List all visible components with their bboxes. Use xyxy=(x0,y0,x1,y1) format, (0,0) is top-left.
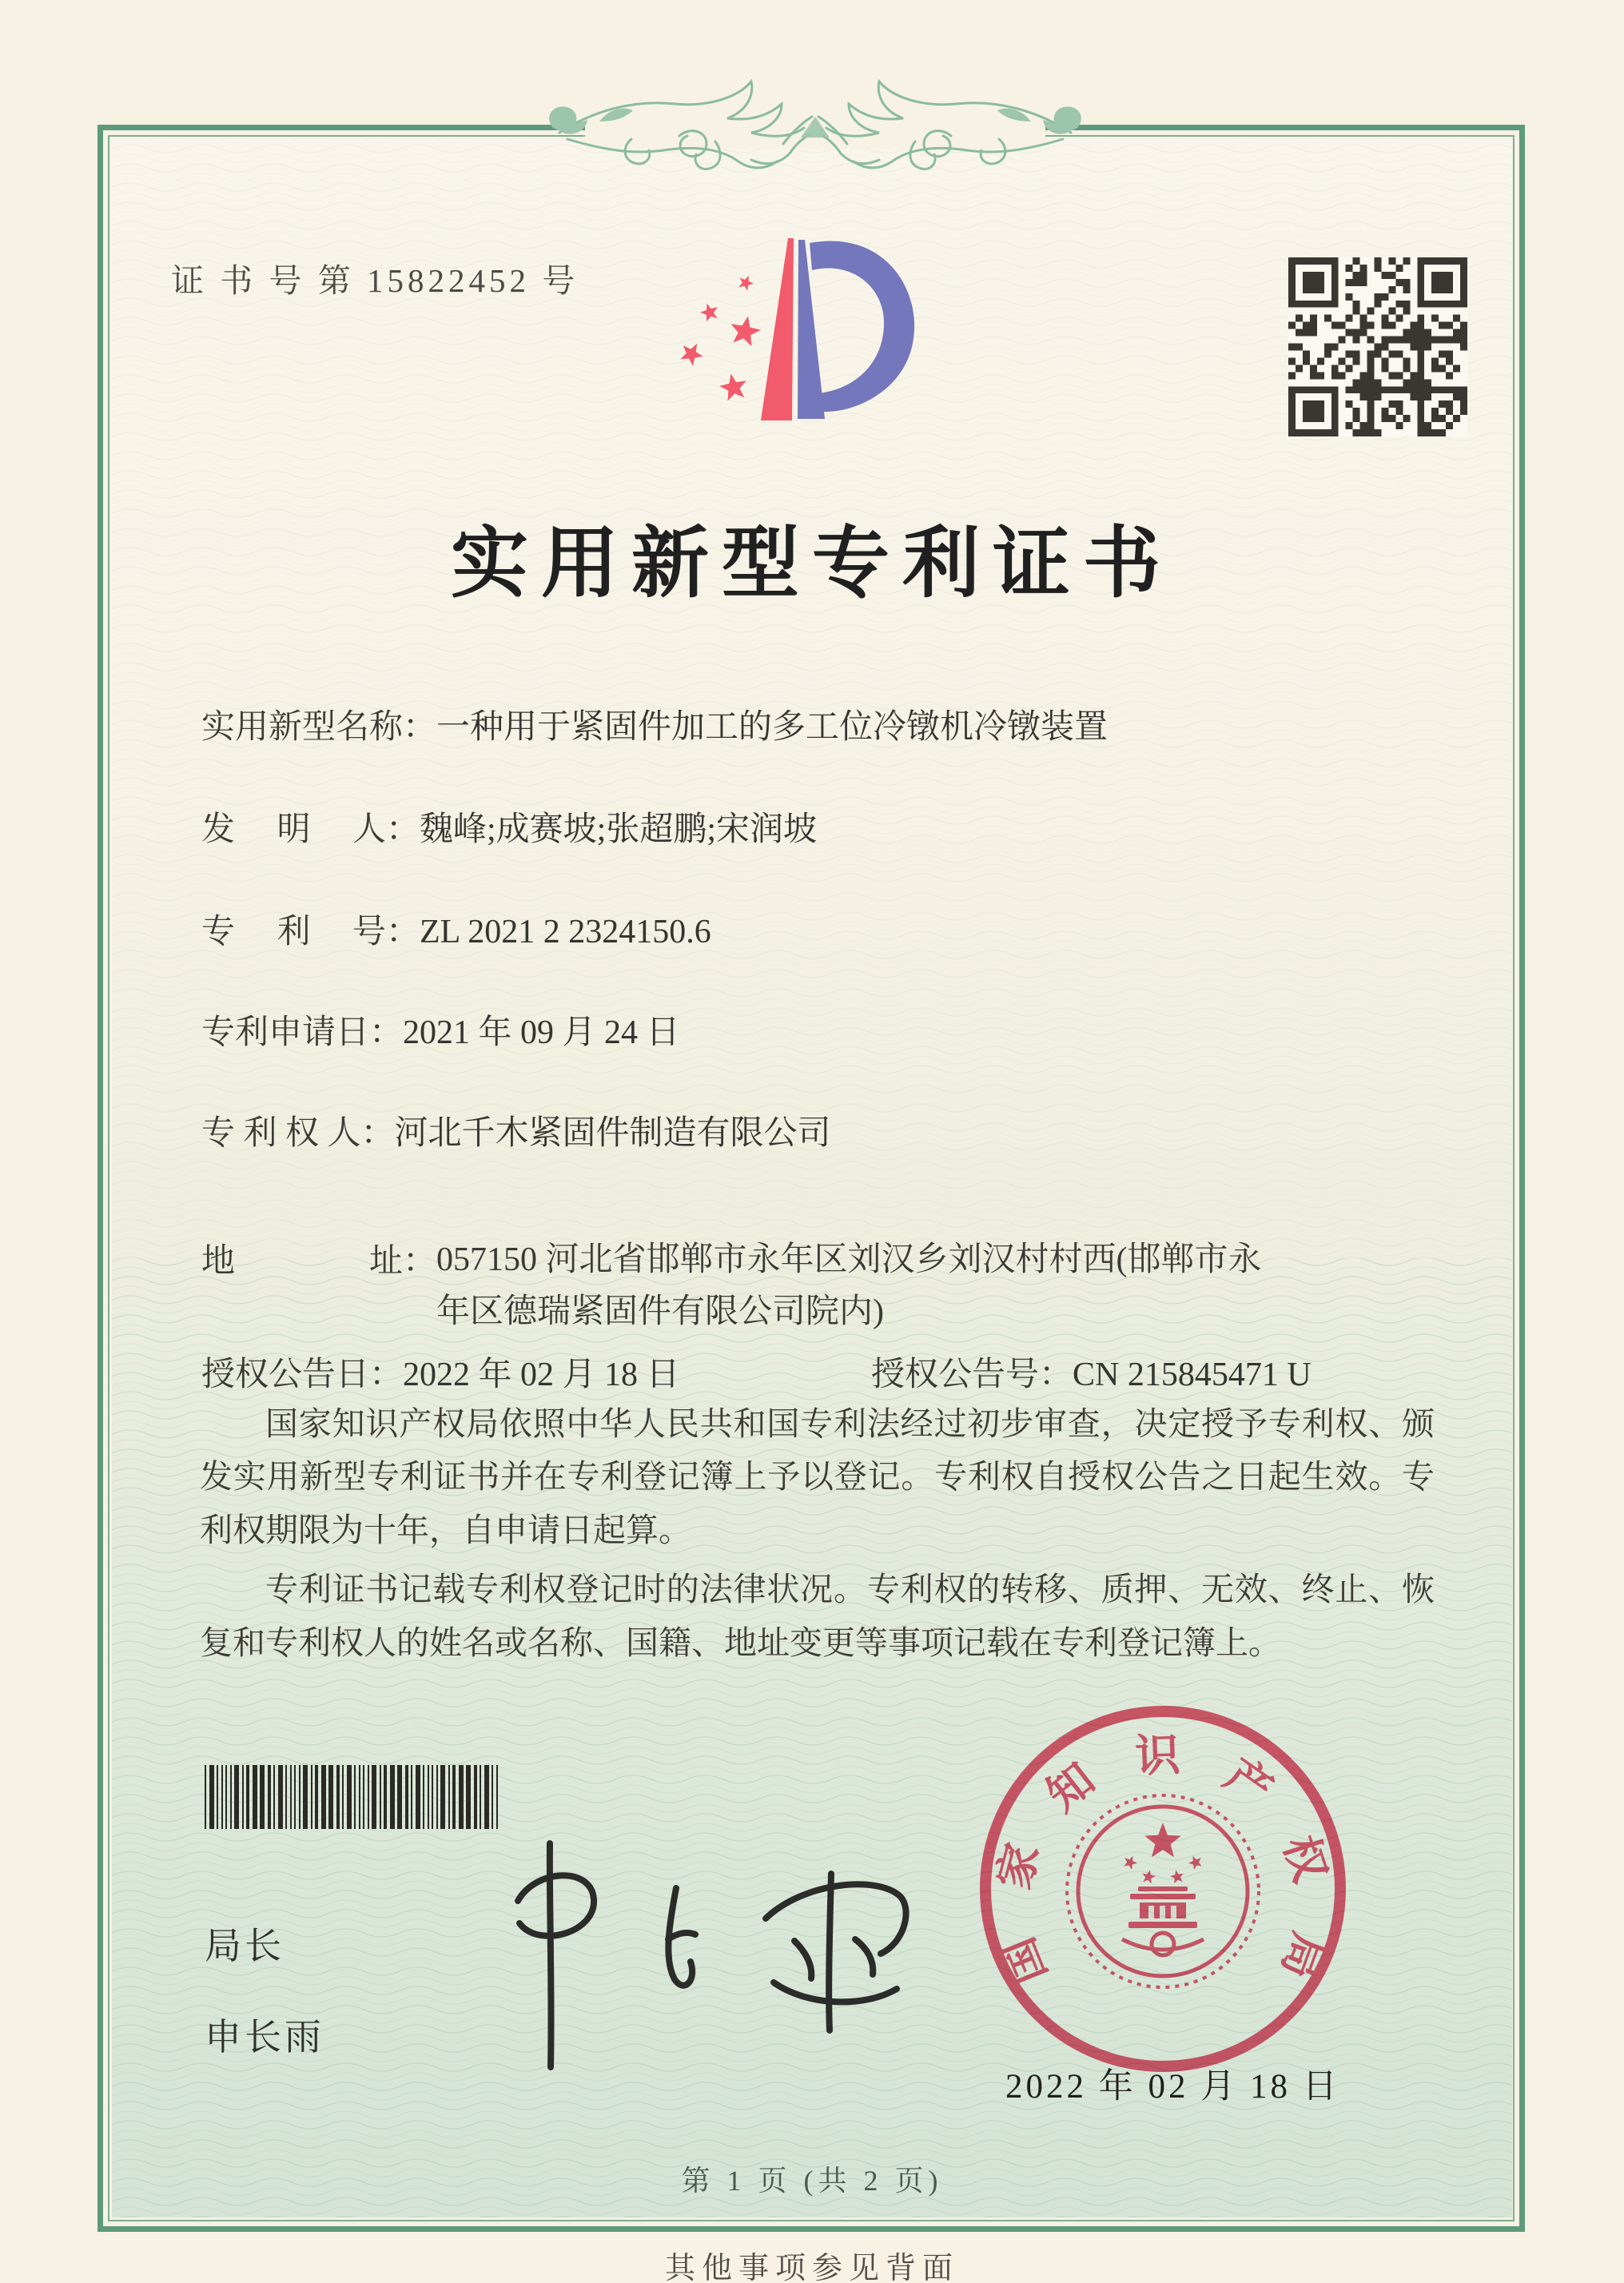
certificate-title: 实用新型专利证书 xyxy=(451,521,1173,607)
barcode-bar xyxy=(384,1765,387,1829)
barcode-bar xyxy=(225,1765,227,1829)
barcode-bar xyxy=(411,1765,412,1829)
barcode-bar xyxy=(336,1765,340,1829)
barcode-bar xyxy=(285,1765,287,1829)
dragon-flourish-ornament xyxy=(511,64,1119,208)
cnipa-official-seal xyxy=(973,1699,1352,2078)
barcode-bar xyxy=(209,1765,214,1829)
barcode-bar xyxy=(268,1765,271,1829)
svg-text:知: 知 xyxy=(1038,1754,1105,1822)
field-label: 地 址： xyxy=(201,1243,437,1280)
field-value: 一种用于紧固件加工的多工位冷镦机冷镦装置 xyxy=(436,709,1109,746)
barcode-bar xyxy=(359,1765,360,1829)
field-grant-number xyxy=(871,1348,1312,1396)
field-patent-number xyxy=(201,905,1439,953)
field-patentee xyxy=(201,1106,1439,1154)
national-emblem xyxy=(1067,1795,1259,1987)
barcode-bar xyxy=(363,1765,364,1829)
barcode-bar xyxy=(397,1765,402,1829)
barcode-bar xyxy=(290,1765,292,1829)
barcode-bar xyxy=(372,1765,376,1829)
svg-text:家: 家 xyxy=(989,1838,1049,1895)
barcode-bar xyxy=(242,1765,244,1829)
barcode-bar xyxy=(448,1765,450,1829)
field-value: 河北千木紧固件制造有限公司 xyxy=(394,1115,831,1152)
field-address xyxy=(201,1234,1439,1338)
barcode-bar xyxy=(436,1765,438,1829)
svg-text:局: 局 xyxy=(1272,1926,1334,1986)
field-inventors xyxy=(201,803,1439,851)
barcode-bar xyxy=(432,1765,433,1829)
field-grant-date xyxy=(201,1357,680,1393)
logo-blue-bowl xyxy=(810,241,914,412)
field-label: 发 明 人： xyxy=(201,811,420,848)
field-label: 授权公告日： xyxy=(201,1357,404,1393)
barcode-bar xyxy=(405,1765,408,1829)
barcode-bar xyxy=(342,1765,344,1829)
field-label: 授权公告号： xyxy=(871,1357,1073,1393)
legal-paragraph-1: 国家知识产权局依照中华人民共和国专利法经过初步审查，决定授予专利权、颁发实用新型专利证书并在专利登记簿上予以登记。专利权自授权公告之日起生效。专利权期限为十年，自申请日起算。 xyxy=(200,1405,1435,1548)
barcode-bar xyxy=(260,1765,265,1829)
field-label: 专 利 权 人： xyxy=(201,1115,395,1152)
page-number: 第 1 页 (共 2 页) xyxy=(681,2165,943,2197)
barcode-bar xyxy=(484,1765,489,1829)
director-title-label: 局长 xyxy=(205,1926,285,1966)
barcode-bar xyxy=(315,1765,318,1829)
barcode-bar xyxy=(390,1765,395,1829)
barcode-bar xyxy=(253,1765,257,1829)
director-name: 申长雨 xyxy=(205,2017,324,2058)
address-line-2: 年区德瑞紧固件有限公司院内) xyxy=(436,1293,885,1331)
barcode-bar xyxy=(459,1765,464,1829)
barcode-bar xyxy=(496,1765,498,1829)
barcode-bar xyxy=(354,1765,356,1829)
barcode-bar xyxy=(328,1765,333,1829)
field-value: CN 215845471 U xyxy=(1073,1357,1312,1393)
barcode-bar xyxy=(368,1765,369,1829)
field-label: 专 利 号： xyxy=(201,914,420,950)
legal-paragraph-2: 专利证书记载专利权登记时的法律状况。专利权的转移、质押、无效、终止、恢复和专利权人的姓名或名称、国籍、地址变更等事项记载在专利登记簿上。 xyxy=(200,1571,1435,1661)
barcode-bar xyxy=(452,1765,456,1829)
field-utility-model-name xyxy=(201,700,1439,748)
barcode-bar xyxy=(299,1765,301,1829)
barcode-bar xyxy=(423,1765,424,1829)
barcode-bar xyxy=(234,1765,239,1829)
barcode-bar xyxy=(347,1765,352,1829)
barcode-bar xyxy=(230,1765,232,1829)
field-label: 专利申请日： xyxy=(201,1014,404,1051)
barcode-bar xyxy=(221,1765,223,1829)
barcode-bar xyxy=(466,1765,471,1829)
barcode-bar xyxy=(311,1765,312,1829)
barcode xyxy=(205,1765,622,1829)
field-label: 实用新型名称： xyxy=(201,709,437,746)
barcode-bar xyxy=(380,1765,381,1829)
reverse-side-note: 其他事项参见背面 xyxy=(664,2252,959,2283)
svg-text:权: 权 xyxy=(1273,1830,1335,1888)
seal-date: 2022 年 02 月 18 日 xyxy=(1005,2068,1340,2106)
director-signature xyxy=(432,1821,927,2085)
field-value: ZL 2021 2 2324150.6 xyxy=(420,914,711,950)
barcode-bar xyxy=(321,1765,326,1829)
barcode-bar xyxy=(278,1765,283,1829)
svg-text:识: 识 xyxy=(1134,1731,1181,1783)
svg-text:国: 国 xyxy=(993,1930,1057,1991)
field-value: 魏峰;成赛坡;张超鹏;宋润坡 xyxy=(420,811,818,848)
qr-code xyxy=(1288,257,1467,436)
field-value: 2021 年 09 月 24 日 xyxy=(403,1014,680,1051)
barcode-bar xyxy=(474,1765,477,1829)
address-line-1: 057150 河北省邯郸市永年区刘汉乡刘汉村村西(邯郸市永 xyxy=(436,1241,1262,1278)
barcode-bar xyxy=(492,1765,493,1829)
certificate-number: 证 书 号 第 15822452 号 xyxy=(171,262,579,299)
cnipa-patent-logo xyxy=(639,214,975,478)
barcode-bar xyxy=(217,1765,218,1829)
svg-text:产: 产 xyxy=(1216,1750,1281,1817)
barcode-bar xyxy=(303,1765,308,1829)
logo-red-bar xyxy=(761,238,794,420)
barcode-bar xyxy=(294,1765,296,1829)
field-value xyxy=(436,1234,1387,1338)
barcode-bar xyxy=(246,1765,249,1829)
barcode-bar xyxy=(273,1765,275,1829)
legal-text xyxy=(200,1397,1435,1675)
barcode-bar xyxy=(480,1765,481,1829)
field-grant-row xyxy=(201,1348,1439,1396)
barcode-bar xyxy=(428,1765,429,1829)
field-value: 2022 年 02 月 18 日 xyxy=(403,1357,680,1393)
barcode-bar xyxy=(416,1765,420,1829)
field-filing-date xyxy=(201,1006,1439,1054)
barcode-bar xyxy=(440,1765,445,1829)
barcode-bar xyxy=(205,1765,206,1829)
